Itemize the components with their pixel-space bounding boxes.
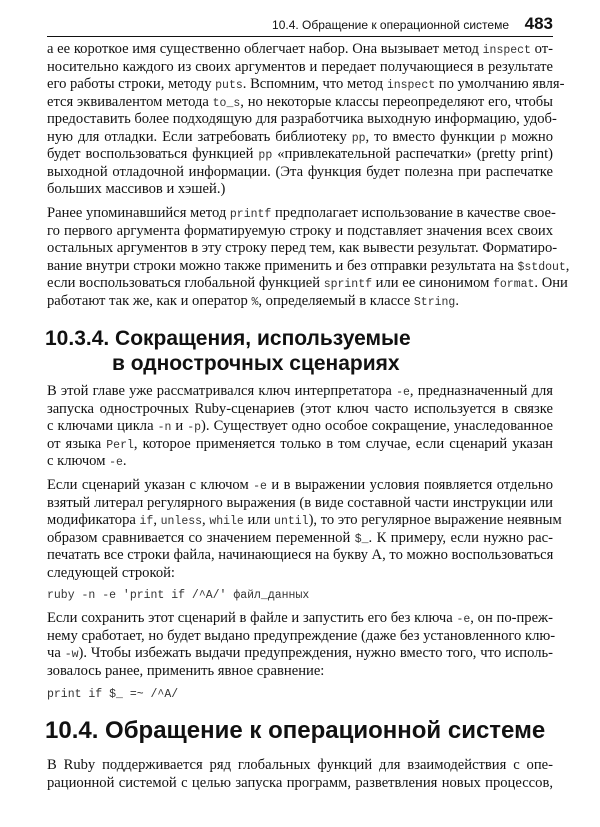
- heading-line: 10.4. Обращение к операционной системе: [45, 717, 546, 744]
- paragraph: [47, 757, 553, 792]
- inline-code: inspect: [482, 44, 531, 57]
- text-run: В Ruby поддерживается ряд глобальных функций для взаимодействия с опе-: [47, 757, 553, 773]
- text-run: ,: [202, 512, 210, 528]
- text-run: и: [171, 418, 188, 434]
- text-run: , то вместо функции: [365, 128, 500, 145]
- text-line: [47, 453, 553, 471]
- text-line: [47, 129, 553, 147]
- inline-code: if: [139, 515, 154, 528]
- text-line: [47, 293, 553, 311]
- text-run: выходной отладочной информации. (Эта функция будет полезна при распечатке: [47, 163, 553, 180]
- code-listing: ruby -n -e 'print if /^A/' файл_данных: [47, 589, 310, 602]
- text-run: носительно каждого из своих аргументов и передает получающиеся в результате: [47, 58, 553, 75]
- text-run: Если сценарий указан с ключом: [47, 477, 254, 493]
- paragraph: [47, 41, 565, 199]
- text-line: [47, 565, 553, 583]
- text-run: Ранее упоминавшийся метод: [47, 205, 230, 221]
- text-line: [47, 775, 553, 793]
- text-run: го первого аргумента форматируемую строку и подставляет значения всех своих: [47, 222, 553, 239]
- text-run: ). Чтобы избежать выдачи предупреждения, нужно вместо того, что исполь-: [78, 645, 553, 661]
- text-run: будет воспользоваться функцией: [47, 146, 259, 162]
- text-line: [47, 181, 553, 199]
- text-run: а ее короткое имя существенно облегчает набор. Она вызывает метод: [47, 41, 483, 57]
- inline-code: -e: [456, 613, 471, 626]
- code-listing: print if $_ =~ /^A/: [47, 688, 179, 701]
- text-line: [47, 512, 562, 530]
- text-run: от языка: [47, 435, 107, 452]
- text-run: , но некоторые классы переопределяют его, чтобы: [240, 93, 553, 110]
- inline-code: pp: [258, 149, 273, 162]
- text-line: [47, 436, 553, 454]
- inline-code: Perl: [106, 438, 134, 452]
- text-run: , которое применяется только в том случае, если сценарий указан: [133, 435, 553, 452]
- text-line: [47, 418, 553, 436]
- text-run: больших массивов и хэшей.): [47, 181, 226, 197]
- text-line: [47, 94, 553, 112]
- text-run: следующей строкой:: [47, 564, 175, 581]
- text-line: [47, 401, 553, 419]
- inline-code: printf: [229, 208, 272, 221]
- text-line: [47, 757, 553, 775]
- text-run: , предназначенный для: [409, 383, 553, 399]
- text-run: ,: [565, 257, 570, 274]
- text-run: ча: [47, 645, 65, 661]
- text-run: ную для отладки. Если затребовать библиотеку: [47, 128, 352, 145]
- text-line: [47, 610, 553, 628]
- text-run: можно: [506, 128, 554, 145]
- text-line: [47, 111, 557, 129]
- text-line: [47, 495, 553, 513]
- text-line: [47, 240, 558, 258]
- inline-code: String: [413, 295, 456, 309]
- inline-code: unless: [160, 515, 203, 528]
- text-line: [47, 59, 553, 77]
- text-run: ,: [153, 512, 161, 528]
- text-run: рационной системой с целью запуска программ, разветвления новых процессов,: [47, 774, 553, 791]
- inline-code: inspect: [386, 79, 436, 92]
- text-line: [47, 383, 553, 401]
- text-run: печатать все строки файла, начинающиеся на букву А, то можно воспользоваться: [47, 547, 554, 563]
- text-run: вание внутри строки можно также применить и без отправки результата на: [47, 257, 518, 274]
- text-run: остальных аргументов в эту строку перед тем, как вывести результат. Форматиро-: [47, 240, 558, 256]
- inline-code: -e: [396, 386, 410, 399]
- text-line: [47, 223, 553, 241]
- heading-line: 10.3.4. Сокращения, используемые: [45, 327, 411, 350]
- inline-code: -w: [64, 648, 79, 661]
- text-run: .: [455, 292, 459, 309]
- inline-code: pp: [351, 131, 366, 145]
- running-title: 10.4. Обращение к операционной системе: [272, 18, 509, 32]
- text-run: ), то это регулярное выражение неявным: [308, 512, 562, 528]
- heading-line: в однострочных сценариях: [112, 352, 400, 375]
- text-run: . Они: [534, 275, 568, 291]
- text-run: взятый литерал регулярного выражения (в виде составной части инструкции или: [47, 494, 553, 511]
- page-number: 483: [524, 14, 553, 33]
- running-header: [47, 14, 553, 37]
- text-run: по умолчанию явля-: [435, 76, 565, 92]
- text-line: [47, 645, 553, 663]
- text-line: [47, 627, 556, 646]
- text-run: или ее синонимом: [372, 275, 493, 291]
- inline-code: p: [499, 131, 507, 145]
- text-line: [47, 76, 565, 94]
- paragraph: [47, 610, 556, 680]
- text-run: предполагает использование в качестве свое-: [271, 205, 556, 221]
- inline-code: while: [209, 515, 244, 528]
- text-run: если воспользоваться глобальной функцией: [47, 275, 324, 291]
- text-run: ). Существует одно особое сокращение, унаследованное: [201, 418, 553, 434]
- text-run: . Вспомним, что метод: [242, 76, 387, 92]
- text-run: с ключом: [47, 453, 110, 469]
- text-run: . К примеру, если нужно рас-: [368, 529, 553, 546]
- inline-code: %: [251, 295, 259, 309]
- inline-code: sprintf: [323, 278, 373, 291]
- text-run: модификатора: [47, 512, 140, 528]
- text-run: ется эквивалентом метода: [47, 93, 213, 110]
- paragraph: [47, 205, 570, 310]
- text-run: .: [122, 453, 127, 469]
- inline-code: $stdout: [517, 260, 566, 274]
- text-line: [47, 477, 553, 495]
- text-run: зовалось ранее, применить явное сравнение:: [47, 662, 325, 679]
- text-run: образом сравнивается со значением переменной: [47, 529, 355, 546]
- inline-code: to_s: [212, 96, 241, 110]
- subsection-heading: [45, 326, 411, 376]
- text-line: [47, 547, 553, 565]
- text-run: и в выражении условия появляется отдельно: [266, 477, 553, 493]
- inline-code: puts: [215, 79, 243, 92]
- text-run: Если сохранить этот сценарий в файле и запустить его без ключа: [47, 610, 457, 626]
- text-run: «привлекательной распечатки» (pretty print): [272, 146, 553, 162]
- text-run: или: [243, 512, 275, 528]
- text-run: запуска однострочных Ruby-сценариев (этот ключ часто используется в связке: [47, 400, 553, 417]
- text-line: [47, 146, 553, 164]
- text-line: [47, 257, 570, 276]
- inline-code: -e: [253, 480, 267, 493]
- text-run: с ключами цикла: [47, 418, 158, 434]
- text-run: работают так же, как и оператор: [47, 292, 252, 309]
- text-run: нему сработает, но будет выдано предупреждение (даже без установленного клю-: [47, 627, 556, 644]
- text-run: от-: [530, 41, 553, 57]
- text-line: [47, 275, 568, 293]
- inline-code: -n: [157, 421, 172, 434]
- paragraph: [47, 383, 553, 471]
- text-line: [47, 663, 553, 681]
- inline-code: $_: [354, 532, 369, 546]
- section-heading: [45, 717, 545, 745]
- text-run: В этой главе уже рассматривался ключ интерпретатора: [47, 383, 397, 399]
- text-run: , он по-преж-: [470, 610, 554, 626]
- text-line: [47, 164, 553, 182]
- text-run: , определяемый в классе: [258, 292, 414, 309]
- text-run: его работы строки, методу: [47, 76, 216, 92]
- inline-code: -p: [187, 421, 202, 434]
- text-line: [47, 205, 556, 223]
- paragraph: [47, 477, 562, 582]
- text-run: предоставить более подходящую для разработчика выходную информацию, удоб-: [47, 111, 557, 127]
- inline-code: until: [274, 515, 309, 528]
- inline-code: format: [492, 278, 535, 291]
- text-line: [47, 530, 553, 548]
- inline-code: -e: [109, 456, 123, 469]
- text-line: [47, 41, 553, 59]
